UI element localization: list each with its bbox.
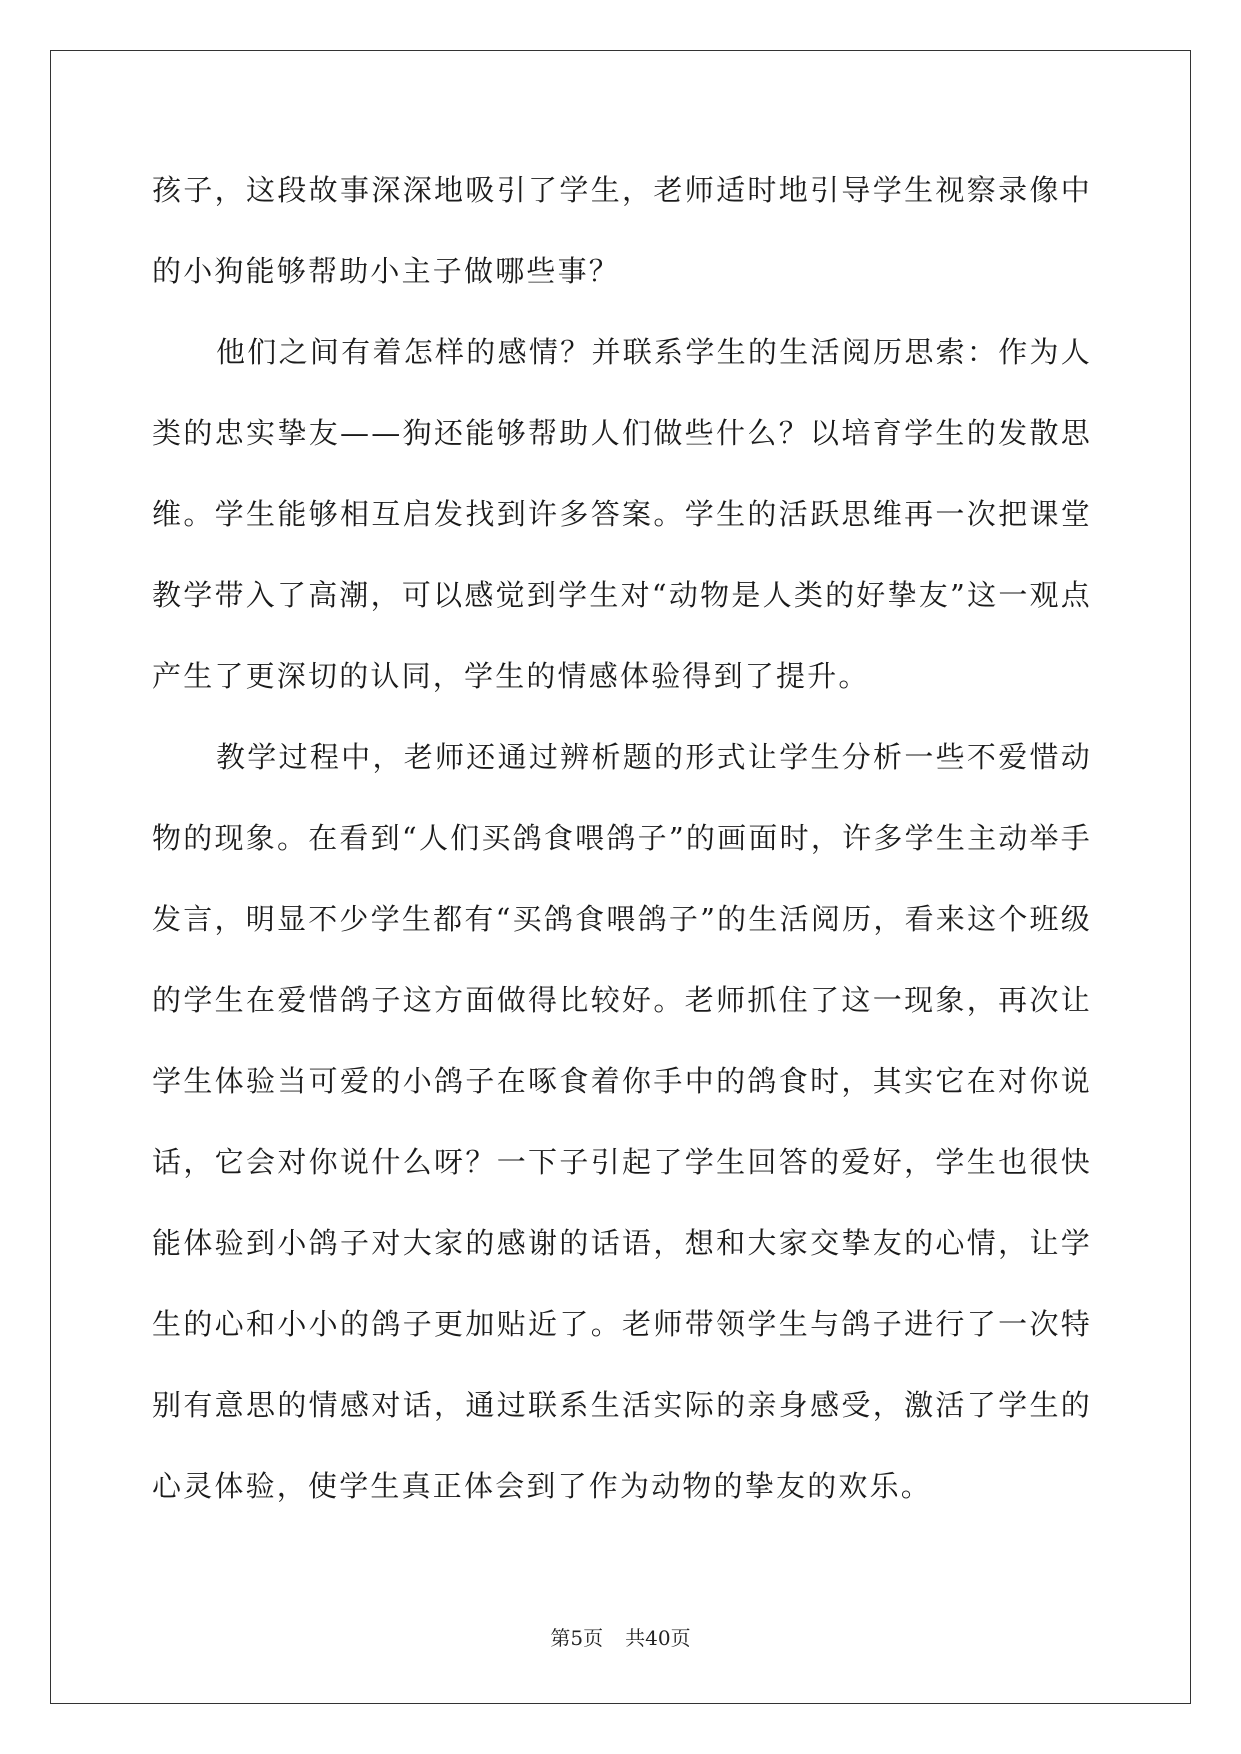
paragraph-2: 他们之间有着怎样的感情？并联系学生的生活阅历思索：作为人类的忠实挚友——狗还能够帮助人们做些什么？以培育学生的发散思维。学生能够相互启发找到许多答案。学生的活跃思维再一次把课堂教学带入了高潮，可以感觉到学生对“动物是人类的好挚友”这一观点产生了更深切的认同，学生的情感体验得到了提升。 xyxy=(152,335,1092,693)
document-body xyxy=(152,150,1092,1527)
total-page-count: 共40页 xyxy=(625,1626,691,1650)
page-footer xyxy=(0,1622,1241,1651)
paragraph-1: 孩子，这段故事深深地吸引了学生，老师适时地引导学生视察录像中的小狗能够帮助小主子做哪些事？ xyxy=(152,173,1092,288)
current-page-number: 第5页 xyxy=(550,1626,604,1650)
paragraph-3: 教学过程中，老师还通过辨析题的形式让学生分析一些不爱惜动物的现象。在看到“人们买鸽食喂鸽子”的画面时，许多学生主动举手发言，明显不少学生都有“买鸽食喂鸽子”的生活阅历，看来这个班级的学生在爱惜鸽子这方面做得比较好。老师抓住了这一现象，再次让学生体验当可爱的小鸽子在啄食着你手中的鸽食时，其实它在对你说话，它会对你说什么呀？一下子引起了学生回答的爱好，学生也很快能体验到小鸽子对大家的感谢的话语，想和大家交挚友的心情，让学生的心和小小的鸽子更加贴近了。老师带领学生与鸽子进行了一次特别有意思的情感对话，通过联系生活实际的亲身感受，激活了学生的心灵体验，使学生真正体会到了作为动物的挚友的欢乐。 xyxy=(152,740,1092,1503)
